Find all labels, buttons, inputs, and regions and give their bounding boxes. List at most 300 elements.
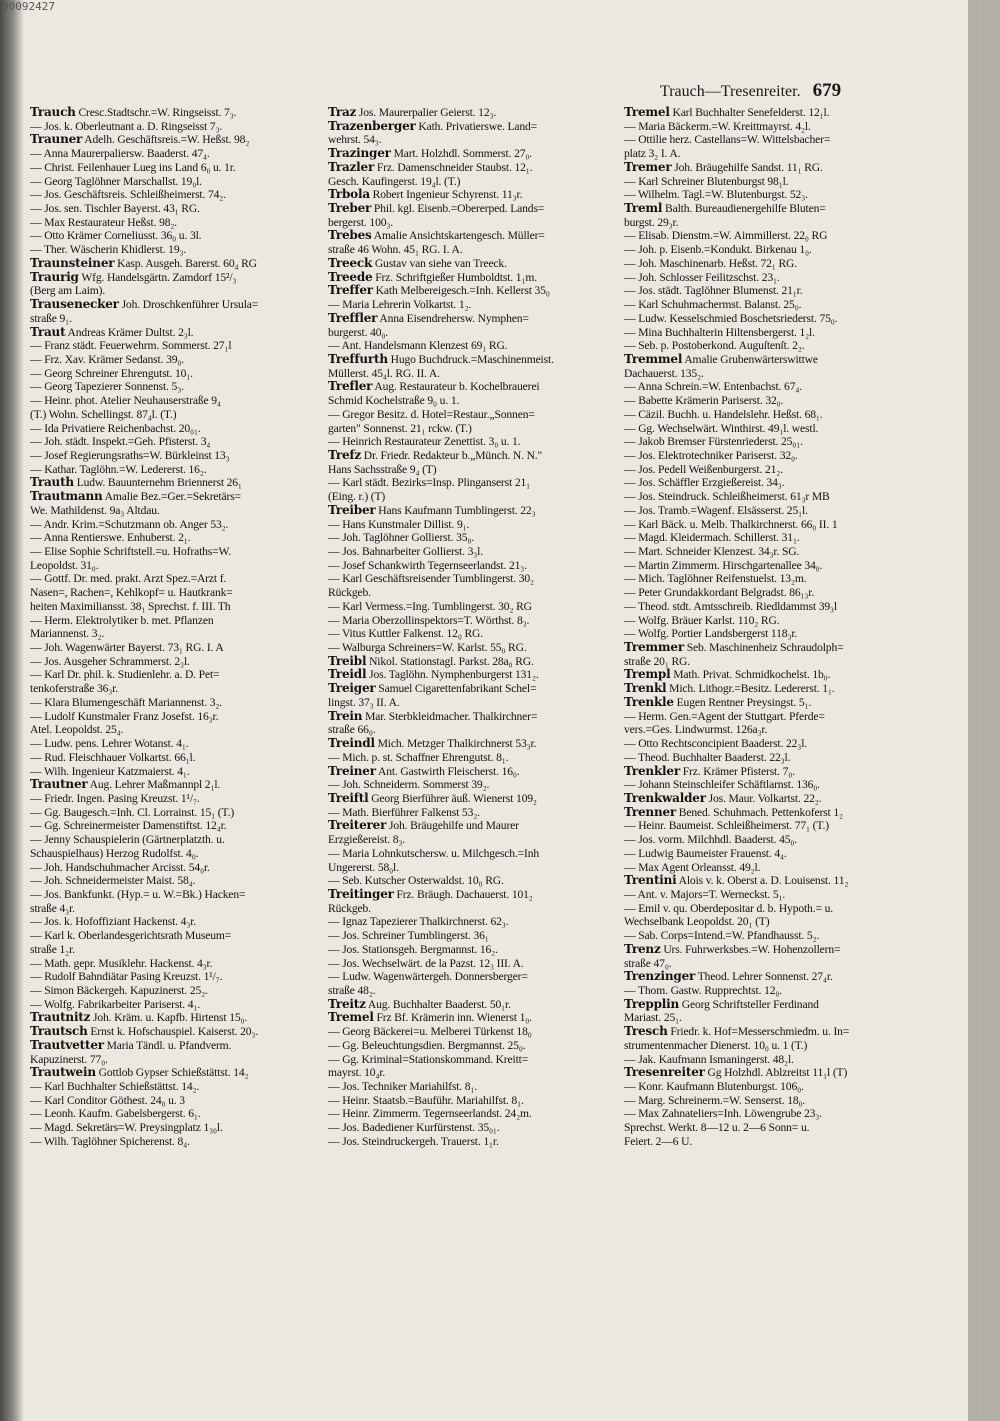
entry-text: Aug. Buchhalter Baaderst. 50₁r. — [367, 997, 511, 1011]
directory-entry — [30, 1039, 336, 1053]
entry-text: — Joh. Schneidermeister Maist. 58₄. — [30, 874, 196, 888]
directory-entry — [624, 531, 924, 545]
surname-heading: Trautsch — [30, 1025, 88, 1039]
directory-entry — [624, 449, 924, 463]
entry-text: straße 20₁ RG. — [624, 654, 691, 668]
directory-entry — [624, 545, 924, 559]
entry-text: Bened. Schuhmach. Pettenkoferst 1₂ — [678, 805, 843, 819]
directory-entry — [30, 353, 336, 367]
entry-text: — Otto Rechtsconcipient Baaderst. 22₃l. — [624, 737, 808, 751]
directory-entry — [328, 518, 624, 532]
directory-entry — [328, 531, 624, 545]
entry-text: (Berg am Laim). — [30, 284, 106, 298]
directory-entry — [30, 339, 336, 353]
directory-entry — [328, 394, 624, 408]
column-3 — [624, 106, 924, 1406]
entry-text: — Ludw. Kesselschmied Boschetsriederst. 75₀. — [624, 311, 838, 325]
directory-entry — [328, 229, 624, 243]
directory-entry — [328, 120, 624, 134]
entry-text: — Jos. Steindruckergeh. Trauerst. 1₁r. — [328, 1134, 499, 1148]
surname-heading: Trenkle — [624, 695, 674, 709]
entry-text: — Anna Rentierswe. Enhuberst. 2₁. — [30, 531, 191, 545]
directory-entry — [30, 806, 336, 820]
entry-text: straße 4₃r. — [30, 901, 75, 915]
directory-entry — [624, 394, 924, 408]
directory-entry — [30, 874, 336, 888]
entry-text: Mariannenst. 3₂. — [30, 627, 105, 641]
entry-text: — Joh. Handschuhmacher Arcisst. 54₀r. — [30, 860, 210, 874]
entry-text: — Gg. Wechselwärt. Winthirst. 49₁l. westl. — [624, 421, 819, 435]
surname-heading: Trebes — [328, 229, 372, 243]
surname-heading: Trenkl — [624, 682, 667, 696]
entry-text: — Walburga Schreiners=W. Karlst. 55₀ RG. — [328, 641, 527, 655]
directory-entry — [328, 1107, 624, 1121]
directory-entry — [328, 1039, 624, 1053]
directory-entry — [30, 490, 336, 504]
directory-entry — [30, 380, 336, 394]
entry-text: — Thom. Gastw. Rupprechtst. 12₀. — [624, 984, 782, 997]
entry-text: — Georg Taglöhner Marschallst. 19₀l. — [30, 174, 202, 188]
entry-text: Mariast. 25₁. — [624, 1011, 682, 1025]
entry-text: Joh. Kräm. u. Kapfb. Hirtenst 15₀. — [93, 1011, 248, 1025]
directory-entry — [328, 682, 624, 696]
entry-text: — Jos. vorm. Milchhdl. Baaderst. 45₀. — [624, 833, 798, 847]
entry-text: Georg Schriftsteller Ferdinand — [681, 997, 819, 1011]
directory-entry — [624, 655, 924, 669]
directory-entry — [30, 1080, 336, 1094]
directory-entry — [30, 998, 336, 1012]
entry-text: Anna Eisendrehersw. Nymphen= — [379, 311, 529, 325]
directory-entry — [30, 1094, 336, 1108]
directory-entry — [624, 422, 924, 436]
entry-text: vers.=Ges. Lindwurmst. 126a₃r. — [624, 723, 768, 737]
directory-entry — [624, 792, 924, 806]
directory-entry — [328, 380, 624, 394]
directory-entry — [328, 1094, 624, 1108]
surname-heading: Trentini — [624, 874, 677, 888]
surname-heading: Trenner — [624, 805, 677, 819]
directory-entry — [30, 518, 336, 532]
directory-entry — [328, 243, 624, 257]
surname-heading: Traunsteiner — [30, 256, 115, 270]
directory-entry — [624, 490, 924, 504]
entry-text: — Karl Dr. phil. k. Studienlehr. a. D. Pet= — [30, 668, 220, 682]
surname-heading: Treiger — [328, 682, 376, 696]
entry-text: — Jos. Badediener Kurfürstenst. 35₀₁. — [328, 1121, 500, 1135]
entry-text: Kath. Privatierswe. Land= — [418, 119, 538, 133]
surname-heading: Trepplin — [624, 997, 680, 1011]
directory-entry — [328, 765, 624, 779]
entry-text: — Leonh. Kaufm. Gabelsbergerst. 6₁. — [30, 1107, 201, 1121]
running-header — [660, 80, 841, 102]
directory-entry — [624, 1039, 924, 1053]
directory-entry — [30, 504, 336, 518]
directory-entry — [30, 284, 336, 298]
entry-text: Rückgeb. — [328, 586, 371, 600]
surname-heading: Treffer — [328, 284, 373, 298]
entry-text: Frz. Bräugh. Dachauerst. 101₂ — [396, 887, 533, 901]
directory-entry — [30, 326, 336, 340]
surname-heading: Tremmer — [624, 641, 684, 655]
page-edge — [968, 0, 1000, 1421]
directory-entry — [328, 1080, 624, 1094]
entry-text: — Jos. k. Oberleutnant a. D. Ringseisst 7₃. — [30, 119, 223, 133]
directory-entry — [30, 984, 336, 998]
directory-entry — [30, 531, 336, 545]
entry-text: — Ludwig Baumeister Frauenst. 4₄. — [624, 846, 787, 860]
directory-entry — [624, 1025, 924, 1039]
entry-text: — Magd. Kleidermach. Schillerst. 31₁. — [624, 531, 800, 545]
directory-entry — [624, 929, 924, 943]
entry-text: — Ida Privatiere Reichenbachst. 20₀₁. — [30, 421, 201, 435]
directory-entry — [328, 490, 624, 504]
directory-entry — [328, 970, 624, 984]
entry-text: burgst. 29₃r. — [624, 215, 679, 229]
directory-entry — [30, 655, 336, 669]
directory-entry — [30, 1025, 336, 1039]
entry-text: — Jos. Bahnarbeiter Gollierst. 3₃l. — [328, 545, 483, 558]
directory-entry — [624, 435, 924, 449]
entry-text: straße 46 Wohn. 45₁ RG. I. A. — [328, 243, 463, 257]
entry-text: — Otto Krämer Corneliusst. 36₀ u. 3l. — [30, 229, 202, 243]
directory-entry — [328, 984, 624, 998]
entry-text: — Gg. Beleuchtungsdien. Bergmannst. 25₀. — [328, 1038, 526, 1052]
entry-text: — Martin Zimmerm. Hirschgartenallee 34₀. — [624, 558, 823, 572]
entry-text: — Heinr. phot. Atelier Neuhauserstraße 9₄ — [30, 394, 221, 408]
surname-heading: Trauner — [30, 133, 83, 147]
directory-entry — [328, 778, 624, 792]
entry-text: — Wilhelm. Tagl.=W. Blutenburgst. 52₃. — [624, 188, 808, 202]
directory-entry — [30, 1135, 336, 1149]
directory-entry — [30, 970, 336, 984]
directory-entry — [624, 627, 924, 641]
directory-entry — [624, 957, 924, 971]
directory-entry — [30, 600, 336, 614]
entry-text: — Herm. Elektrolytiker b. met. Pflanzen — [30, 613, 214, 627]
directory-entry — [624, 353, 924, 367]
directory-entry — [328, 943, 624, 957]
directory-entry — [328, 257, 624, 271]
surname-heading: Tremel — [624, 106, 670, 119]
entry-text: Cresc.Stadtschr.=W. Ringseisst. 7₃. — [78, 106, 237, 119]
directory-entry — [328, 614, 624, 628]
entry-text: heiten Maximiliansst. 38₁ Sprechst. f. III. Th — [30, 599, 231, 613]
entry-text: Nikol. Stationstagl. Parkst. 28a₀ RG. — [369, 654, 534, 668]
entry-text: Jos. Maur. Volkartst. 22₂. — [708, 791, 822, 805]
surname-heading: Treitz — [328, 997, 366, 1011]
entry-text: — Ignaz Tapezierer Thalkirchnerst. 62₃. — [328, 915, 509, 929]
entry-text: Sprechst. Werkt. 8—12 u. 2—6 Sonn= u. — [624, 1121, 810, 1135]
entry-text: Gesch. Kaufingerst. 19₄l. (T.) — [328, 174, 461, 188]
entry-text: — Maria Lehrerin Volkartst. 1₂. — [328, 298, 472, 312]
surname-heading: Trefler — [328, 380, 373, 394]
entry-text: Wfg. Handelsgärtn. Zamdorf 15²/₃ — [81, 270, 237, 284]
entry-text: — Jos. Pedell Weißenburgerst. 21₂. — [624, 462, 783, 476]
directory-entry — [30, 682, 336, 696]
entry-text: — Josef Regierungsraths=W. Bürkleinst 13₃ — [30, 448, 230, 462]
entry-text: — Jos. Ausgeher Schrammerst. 2₃l. — [30, 654, 190, 668]
directory-entry — [624, 888, 924, 902]
entry-text: — Ludw. Wagenwärtergeh. Donnersberger= — [328, 970, 528, 984]
directory-entry — [624, 518, 924, 532]
entry-text: — Marg. Schreinerm.=W. Senserst. 18₀. — [624, 1093, 806, 1107]
entry-text: — Mina Buchhalterin Hiltensbergerst. 1₂l. — [624, 325, 815, 339]
directory-entry — [328, 861, 624, 875]
entry-text: — Karl Geschäftsreisender Tumblingerst. 30₂ — [328, 572, 534, 586]
entry-text: — Karl Schuhmachermst. Balanst. 25₀. — [624, 298, 802, 312]
entry-text: Rückgeb. — [328, 901, 371, 915]
entry-text: — Karl Bäck. u. Melb. Thalkirchnerst. 66₀ II. 1 — [624, 517, 838, 531]
entry-text: — Gg. Baugesch.=Inh. Cl. Lorrainst. 15₁ (T.) — [30, 805, 235, 819]
directory-entry — [624, 380, 924, 394]
directory-entry — [30, 915, 336, 929]
directory-entry — [30, 545, 336, 559]
surname-heading: Trenkler — [624, 764, 680, 778]
entry-text: — Jos. Steindruck. Schleißheimerst. 61₃r MB — [624, 490, 830, 504]
surname-heading: Treiner — [328, 764, 376, 778]
entry-text: straße 48₂. — [328, 984, 376, 997]
entry-text: — Jos. Tramb.=Wagenf. Elsässerst. 25₁l. — [624, 503, 808, 517]
surname-heading: Trazenberger — [328, 119, 416, 133]
directory-entry — [624, 696, 924, 710]
entry-text: — Elisab. Dienstm.=W. Aimmillerst. 22₀ RG — [624, 229, 828, 243]
entry-text: — Ludw. pens. Lehrer Wotanst. 4₁. — [30, 737, 189, 751]
surname-heading: Tresch — [624, 1025, 668, 1039]
entry-text: wehrst. 54₃. — [328, 133, 382, 147]
entry-text: mayrst. 10₄r. — [328, 1066, 386, 1080]
entry-text: burgerst. 40₀. — [328, 325, 389, 339]
entry-text: — Jos. Geschäftsreis. Schleißheimerst. 74₂. — [30, 188, 226, 202]
entry-text: Atel. Leopoldst. 25₄. — [30, 723, 124, 737]
entry-text: Gustav van siehe van Treeck. — [374, 256, 507, 270]
directory-entry — [328, 161, 624, 175]
entry-text: — Joh. Schlosser Feilitzschst. 23₁. — [624, 270, 780, 284]
directory-entry — [30, 696, 336, 710]
surname-heading: Trenz — [624, 942, 661, 956]
entry-text: — Rudolf Bahndiätar Pasing Kreuzst. 1¹/₇. — [30, 970, 223, 984]
entry-text: — Heinr. Zimmerm. Tegernseerlandst. 24₂m. — [328, 1107, 532, 1121]
directory-entry — [30, 614, 336, 628]
directory-entry — [30, 202, 336, 216]
directory-entry — [30, 957, 336, 971]
entry-text: — Joh. Maschinenarb. Heßst. 72₁ RG. — [624, 256, 797, 270]
directory-entry — [328, 737, 624, 751]
surname-heading: Tremmel — [624, 352, 683, 366]
entry-text: — Karl Conditor Göthest. 24₀ u. 3 — [30, 1093, 185, 1107]
directory-entry — [328, 723, 624, 737]
directory-entry — [328, 998, 624, 1012]
entry-text: — Cäzil. Buchh. u. Handelslehr. Heßst. 68₁. — [624, 407, 823, 421]
entry-text: — Karl Schreiner Blutenburgst 98₁l. — [624, 174, 789, 188]
surname-heading: Treml — [624, 202, 663, 216]
surname-heading: Trautwein — [30, 1066, 96, 1080]
surname-heading: Treiftl — [328, 791, 369, 805]
entry-text: straße 66₀. — [328, 723, 376, 737]
entry-text: Erzgießereist. 8₃. — [328, 833, 405, 847]
entry-text: — Hans Kunstmaler Dillist. 9₁. — [328, 517, 470, 531]
entry-text: — Joh. Wagenwärter Bayerst. 73₁ RG. I. A — [30, 641, 224, 655]
entry-text: Kapuzinerst. 77₀. — [30, 1052, 108, 1066]
entry-text: — Georg Tapezierer Sonnenst. 5₃. — [30, 380, 184, 394]
directory-entry — [30, 765, 336, 779]
directory-entry — [328, 888, 624, 902]
entry-text: — Jos. Techniker Mariahilfst. 8₁. — [328, 1080, 478, 1094]
entry-text: — Karl k. Oberlandesgerichtsrath Museum= — [30, 929, 232, 943]
entry-text: strumentenmacher Dienerst. 10₀ u. 1 (T.) — [624, 1038, 808, 1052]
directory-entry — [30, 229, 336, 243]
directory-entry — [624, 120, 924, 134]
entry-text: Maria Tändl. u. Pfandverm. — [106, 1038, 232, 1052]
entry-text: — Ludolf Kunstmaler Franz Josefst. 16₃r. — [30, 709, 219, 723]
entry-text: straße 47₀. — [624, 956, 672, 970]
entry-text: — Joh. städt. Inspekt.=Geh. Pfisterst. 3₄ — [30, 435, 211, 449]
entry-text: We. Mathildenst. 9a₃ Altdau. — [30, 503, 160, 517]
surname-heading: Trauth — [30, 476, 74, 490]
entry-text: — Jakob Bremser Fürstenriederst. 25₀₁. — [624, 435, 803, 449]
entry-text: — Jos. Bankfunkt. (Hyp.= u. W.=Bk.) Hacken= — [30, 887, 246, 901]
entry-text: Eugen Rentner Preysingst. 5₁. — [676, 695, 812, 709]
entry-text: — Christ. Feilenhauer Lueg ins Land 6₀ u. 1r. — [30, 160, 236, 174]
directory-entry — [30, 1121, 336, 1135]
entry-text: Wechselbank Leopoldst. 20₁ (T) — [624, 915, 770, 929]
entry-text: Aug. Restaurateur b. Kochelbrauerei — [374, 380, 540, 394]
directory-entry — [328, 792, 624, 806]
directory-entry — [624, 765, 924, 779]
directory-entry — [328, 1053, 624, 1067]
entry-text: — Jak. Kaufmann Ismaningerst. 48₂l. — [624, 1052, 794, 1066]
surname-heading: Traurig — [30, 270, 79, 284]
entry-text: Müllerst. 45₄l. RG. II. A. — [328, 366, 440, 380]
entry-text: — Jos. sen. Tischler Bayerst. 43₁ RG. — [30, 202, 200, 216]
entry-text: — Peter Grundakkordant Belgradst. 86₁₃r. — [624, 586, 815, 600]
directory-entry — [328, 133, 624, 147]
page-number: 679 — [812, 80, 842, 101]
directory-entry — [624, 284, 924, 298]
directory-entry — [30, 449, 336, 463]
directory-entry — [624, 614, 924, 628]
directory-entry — [328, 806, 624, 820]
directory-entry — [624, 476, 924, 490]
surname-heading: Traut — [30, 325, 66, 339]
surname-heading: Trein — [328, 709, 363, 723]
entry-text: Robert Ingenieur Schyrenst. 11₃r. — [372, 188, 523, 202]
directory-entry — [624, 229, 924, 243]
entry-text: — Mich. p. st. Schaffner Ehrengutst. 8₁. — [328, 750, 509, 764]
entry-text: Georg Bierführer äuß. Wienerst 109₂ — [371, 791, 537, 805]
directory-entry — [328, 422, 624, 436]
entry-text: — Joh. p. Eisenb.=Kondukt. Birkenau 1₀. — [624, 243, 812, 257]
directory-entry — [30, 668, 336, 682]
column-2 — [328, 106, 624, 1406]
entry-text: — Gg. Kriminal=Stationskommand. Kreitt= — [328, 1052, 529, 1066]
entry-text: Ludw. Bauunternehm Briennerst 26₁ — [76, 476, 242, 490]
entry-text: (Eing. r.) (T) — [328, 490, 386, 504]
directory-entry — [30, 723, 336, 737]
entry-text: platz 3₂ I. A. — [624, 147, 681, 161]
directory-entry — [624, 408, 924, 422]
entry-text: — Joh. Taglöhner Gollierst. 35₀. — [328, 531, 475, 545]
entry-text: — Karl städt. Bezirks=Insp. Plinganserst 21₁ — [328, 476, 531, 490]
directory-entry — [624, 819, 924, 833]
directory-entry — [624, 1011, 924, 1025]
directory-entry — [30, 751, 336, 765]
directory-entry — [328, 559, 624, 573]
directory-entry — [624, 298, 924, 312]
entry-text: — Wilh. Taglöhner Spicherenst. 8₄. — [30, 1134, 190, 1148]
entry-text: Mart. Holzhdl. Sommerst. 27₀. — [393, 147, 533, 161]
directory-entry — [328, 147, 624, 161]
directory-entry — [328, 572, 624, 586]
directory-entry — [30, 257, 336, 271]
scan-id: 00092427 — [2, 0, 55, 13]
directory-entry — [328, 339, 624, 353]
directory-entry — [328, 188, 624, 202]
directory-entry — [30, 572, 336, 586]
entry-text: Joh. Bräugehilfe Sandst. 11₁ RG. — [674, 160, 823, 174]
surname-heading: Treindl — [328, 737, 375, 751]
entry-text: Mar. Sterbkleidmacher. Thalkirchner= — [365, 709, 538, 723]
entry-text: Frz. Krämer Pfisterst. 7₀. — [682, 764, 795, 778]
directory-entry — [624, 668, 924, 682]
directory-entry — [624, 367, 924, 381]
directory-entry — [624, 737, 924, 751]
entry-text: (T.) Wohn. Schellingst. 87₄l. (T.) — [30, 407, 177, 421]
entry-text: — Friedr. Ingen. Pasing Kreuzst. 1¹/₇. — [30, 791, 200, 805]
entry-text: — Josef Schankwirth Tegernseerlandst. 21₃. — [328, 558, 527, 572]
entry-text: — Ther. Wäscherin Khidlerst. 19₃. — [30, 243, 187, 257]
directory-entry — [624, 216, 924, 230]
directory-entry — [30, 408, 336, 422]
directory-entry — [30, 1053, 336, 1067]
surname-heading: Treibl — [328, 654, 367, 668]
surname-heading: Treffler — [328, 311, 378, 325]
directory-entry — [30, 394, 336, 408]
entry-text: Dr. Friedr. Redakteur b.„Münch. N. N." — [363, 448, 543, 462]
entry-text: — Georg Bäckerei=u. Melberei Türkenst 18₀ — [328, 1025, 532, 1039]
directory-entry — [30, 243, 336, 257]
entry-text: Ernst k. Hofschauspiel. Kaiserst. 20₃. — [90, 1025, 259, 1039]
entry-text: Schmid Kochelstraße 9₀ u. 1. — [328, 394, 460, 408]
directory-entry — [328, 833, 624, 847]
entry-text: Andreas Krämer Dultst. 2₃l. — [67, 325, 194, 339]
entry-text: Amalie Bez.=Ger.=Sekretärs= — [104, 490, 241, 504]
entry-text: Nasen=, Rachen=, Kehlkopf= u. Hautkrank= — [30, 586, 233, 600]
directory-entry — [624, 1053, 924, 1067]
directory-entry — [624, 1135, 924, 1149]
entry-text: Math. Privat. Schmidkochelst. 1b₀. — [673, 668, 831, 682]
running-title: Trauch—Tresenreiter. — [660, 83, 801, 100]
directory-entry — [30, 888, 336, 902]
directory-entry — [328, 284, 624, 298]
directory-entry — [624, 600, 924, 614]
directory-entry — [30, 120, 336, 134]
surname-heading: Treidl — [328, 668, 367, 682]
surname-heading: Trautnitz — [30, 1011, 91, 1025]
surname-heading: Treiterer — [328, 819, 387, 833]
entry-text: — Max Restaurateur Heßst. 98₂. — [30, 215, 178, 229]
directory-entry — [624, 833, 924, 847]
directory-entry — [328, 1066, 624, 1080]
directory-entry — [328, 1011, 624, 1025]
entry-text: Hugo Buchdruck.=Maschinenmeist. — [390, 352, 554, 366]
directory-entry — [328, 668, 624, 682]
entry-text: Phil. kgl. Eisenb.=Obererped. Lands= — [373, 202, 545, 216]
entry-text: Jos. Taglöhn. Nymphenburgerst 131₂. — [369, 668, 539, 682]
directory-entry — [624, 970, 924, 984]
entry-text: — Wolfg. Bräuer Karlst. 110₂ RG. — [624, 613, 780, 627]
entry-text: — Andr. Krim.=Schutzmann ob. Anger 53₂. — [30, 517, 229, 531]
directory-entry — [624, 147, 924, 161]
